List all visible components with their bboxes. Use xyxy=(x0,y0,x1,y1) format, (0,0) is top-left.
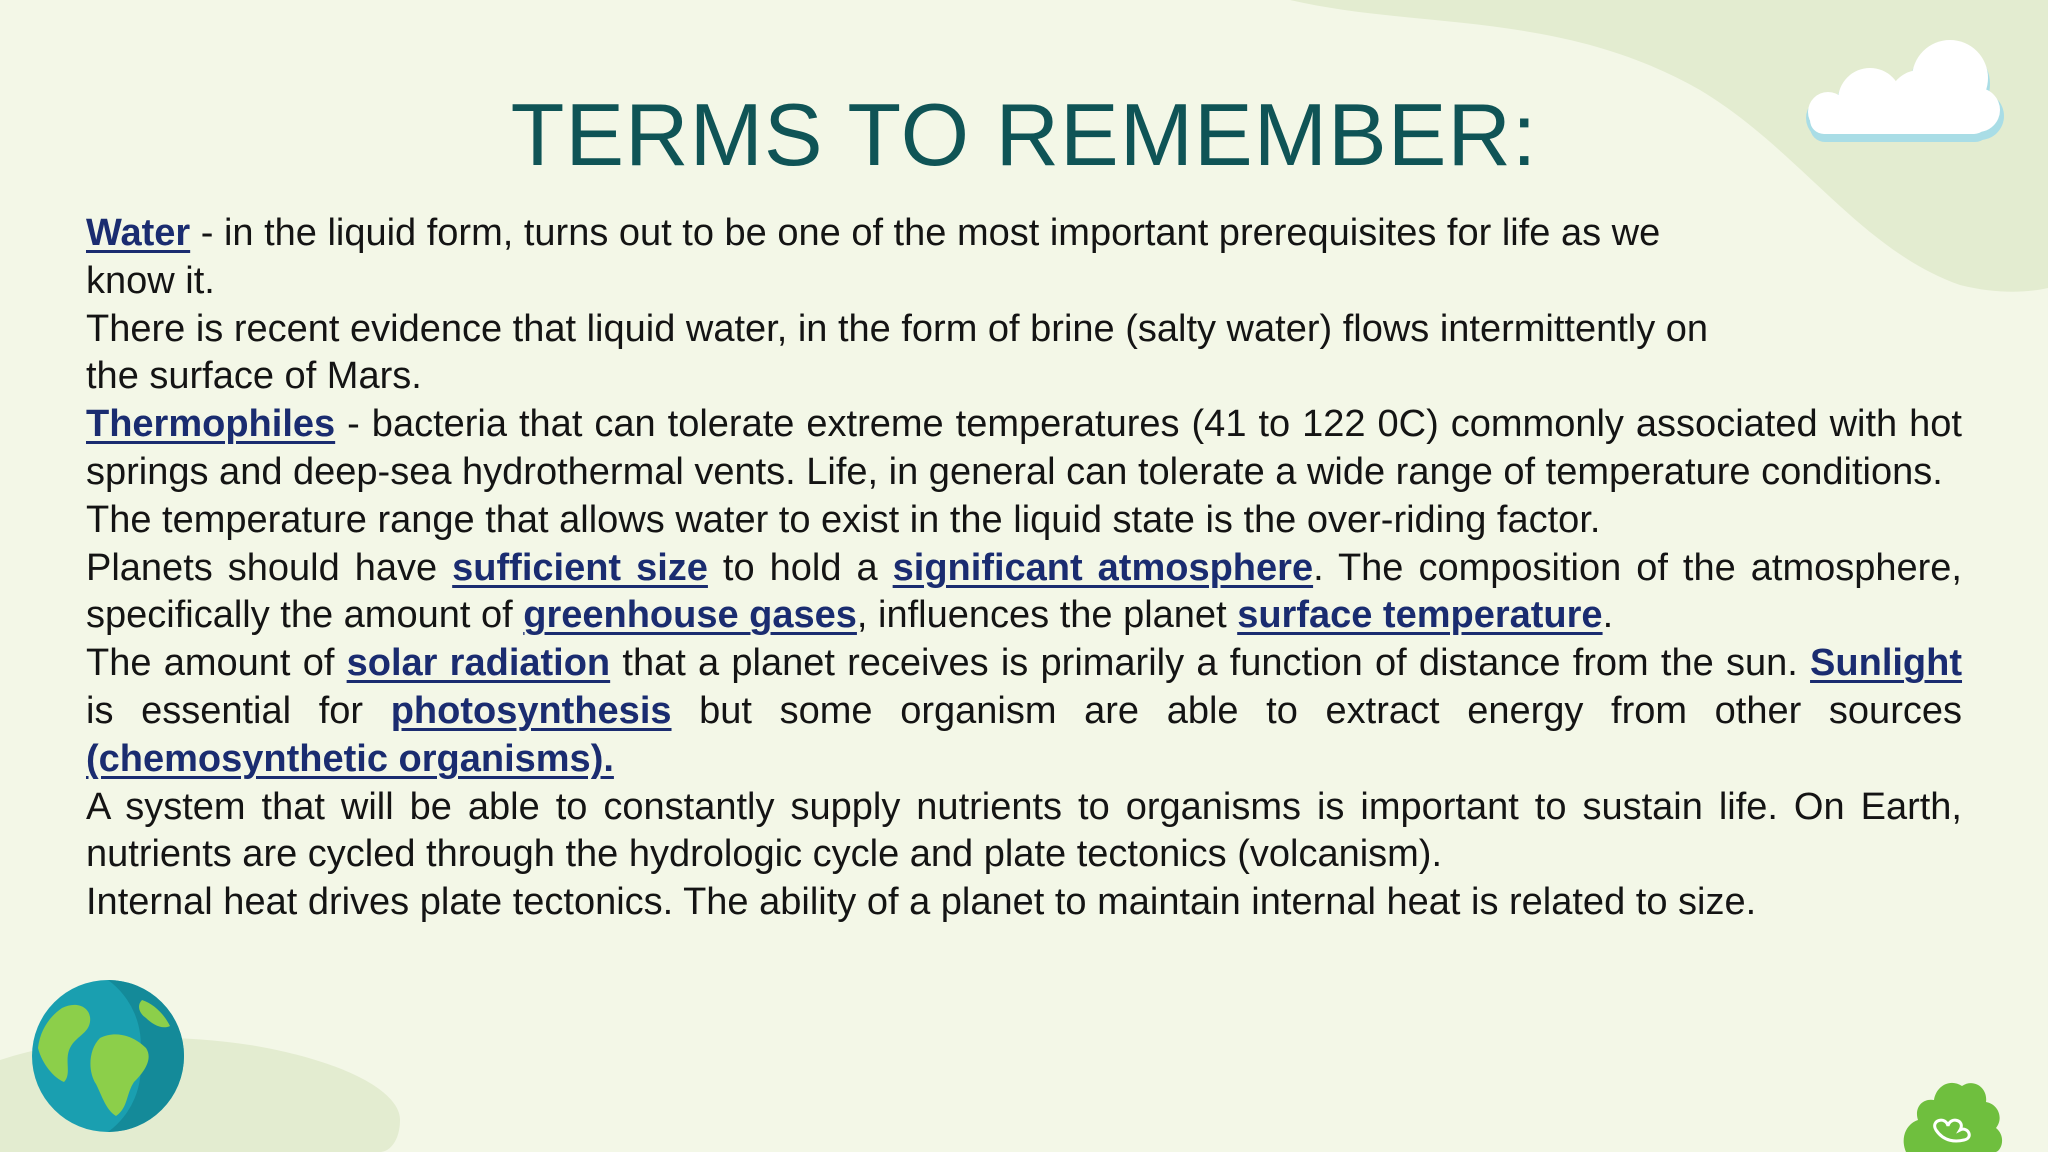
solar-text-2: that a planet receives is primarily a function of distance from the sun. xyxy=(610,642,1811,685)
nutrients-paragraph: A system that will be able to constantly supply nutrients to organisms is important to sustain life. On Earth, nutrients are cycled through the hydrologic cycle and plate tectonics (volcanism). xyxy=(86,785,1962,876)
planets-text-2: to hold a xyxy=(707,546,893,589)
term-surface-temperature[interactable]: surface temperature xyxy=(1237,594,1603,637)
term-sufficient-size[interactable]: sufficient size xyxy=(452,546,708,589)
term-thermophiles[interactable]: Thermophiles xyxy=(86,403,336,446)
plant-icon xyxy=(1896,1068,2006,1152)
planets-text-4: , influences the planet xyxy=(856,594,1238,637)
thermophiles-definition: - bacteria that can tolerate extreme temperatures (41 to 122 0C) commonly associated with hot springs and deep-sea hydrothermal vents. Life, in general can tolerate a wide range of temperature conditions. xyxy=(86,403,1962,493)
earth-globe-icon xyxy=(30,978,186,1134)
solar-text-1: The amount of xyxy=(86,642,347,685)
page-title: TERMS TO REMEMBER: xyxy=(510,85,1538,184)
water-paragraph xyxy=(86,210,1746,306)
term-water[interactable]: Water xyxy=(86,212,191,254)
planets-text-5: . xyxy=(1602,594,1614,637)
term-greenhouse-gases[interactable]: greenhouse gases xyxy=(523,594,857,637)
solar-paragraph xyxy=(86,640,1962,783)
brine-paragraph: There is recent evidence that liquid water, in the form of brine (salty water) flows intermittently on the surface of Mars. xyxy=(86,307,1709,398)
terms-body xyxy=(86,210,1962,927)
term-solar-radiation[interactable]: solar radiation xyxy=(346,642,611,685)
thermophiles-paragraph xyxy=(86,401,1962,497)
temperature-range-paragraph: The temperature range that allows water to exist in the liquid state is the over-riding factor. xyxy=(86,498,1601,541)
internal-heat-paragraph: Internal heat drives plate tectonics. The ability of a planet to maintain internal heat is related to size. xyxy=(86,881,1757,924)
planets-paragraph xyxy=(86,545,1962,641)
water-definition: - in the liquid form, turns out to be one of the most important prerequisites for life as we know it. xyxy=(86,212,1661,302)
term-chemosynthetic-organisms[interactable]: (chemosynthetic organisms). xyxy=(86,737,614,780)
planets-text-1: Planets should have xyxy=(86,546,453,589)
solar-text-4: but some organism are able to extract energy from other sources xyxy=(671,689,1962,732)
term-significant-atmosphere[interactable]: significant atmosphere xyxy=(892,546,1314,589)
planets-text-3: . The composition of the atmosphere, specifically the amount of xyxy=(86,546,1962,637)
term-sunlight[interactable]: Sunlight xyxy=(1810,642,1963,685)
term-photosynthesis[interactable]: photosynthesis xyxy=(390,689,672,732)
solar-text-3: is essential for xyxy=(86,689,391,732)
